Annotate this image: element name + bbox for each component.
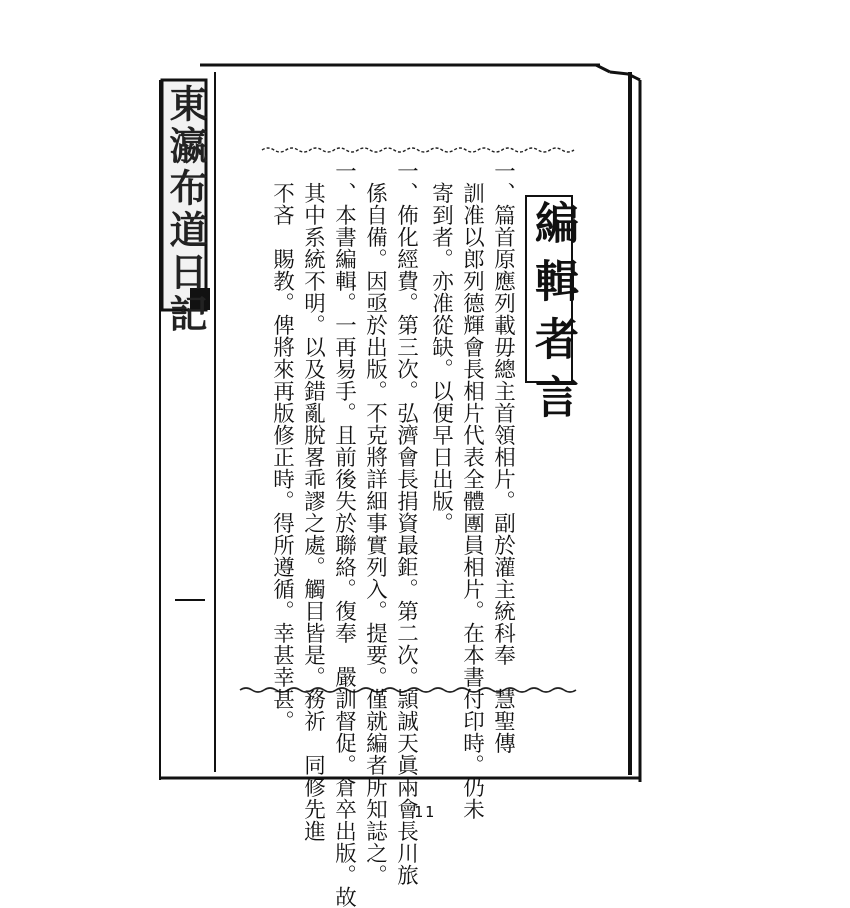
body-column-6: 一、本書編輯。一再易手。且前後失於聯絡。復奉 嚴訓督促。倉卒出版。故 (331, 160, 357, 908)
spine-title: 東瀛布道日記 (163, 84, 208, 336)
body-column-2: 訓准以郎列德輝會長相片代表全體團員相片。在本書付印時。仍未 (459, 160, 485, 820)
body-column-7: 其中系統不明。以及錯亂脫畧乖謬之處。觸目皆是。務祈 同修先進 (300, 160, 326, 842)
page-title: 編輯者言 (527, 200, 578, 432)
body-column-8: 不吝 賜教。俾將來再版修正時。得所遵循。幸甚幸甚。 (269, 160, 295, 732)
page-number: 11 (413, 803, 437, 821)
body-column-4: 一、佈化經費。第三次。弘濟會長捐資最鉅。第二次。頴誠天眞兩會長川旅 (393, 160, 419, 886)
body-column-1: 一、篇首原應列載毋總主首領相片。副於灌主統科奉 慧聖傳 (490, 160, 516, 754)
body-column-5: 係自備。因亟於出版。不克將詳細事實列入。提要。僅就編者所知誌之。 (362, 160, 388, 886)
top-wavy-rule (262, 148, 574, 152)
body-column-3: 寄到者。亦准從缺。以便早日出版。 (428, 160, 454, 534)
